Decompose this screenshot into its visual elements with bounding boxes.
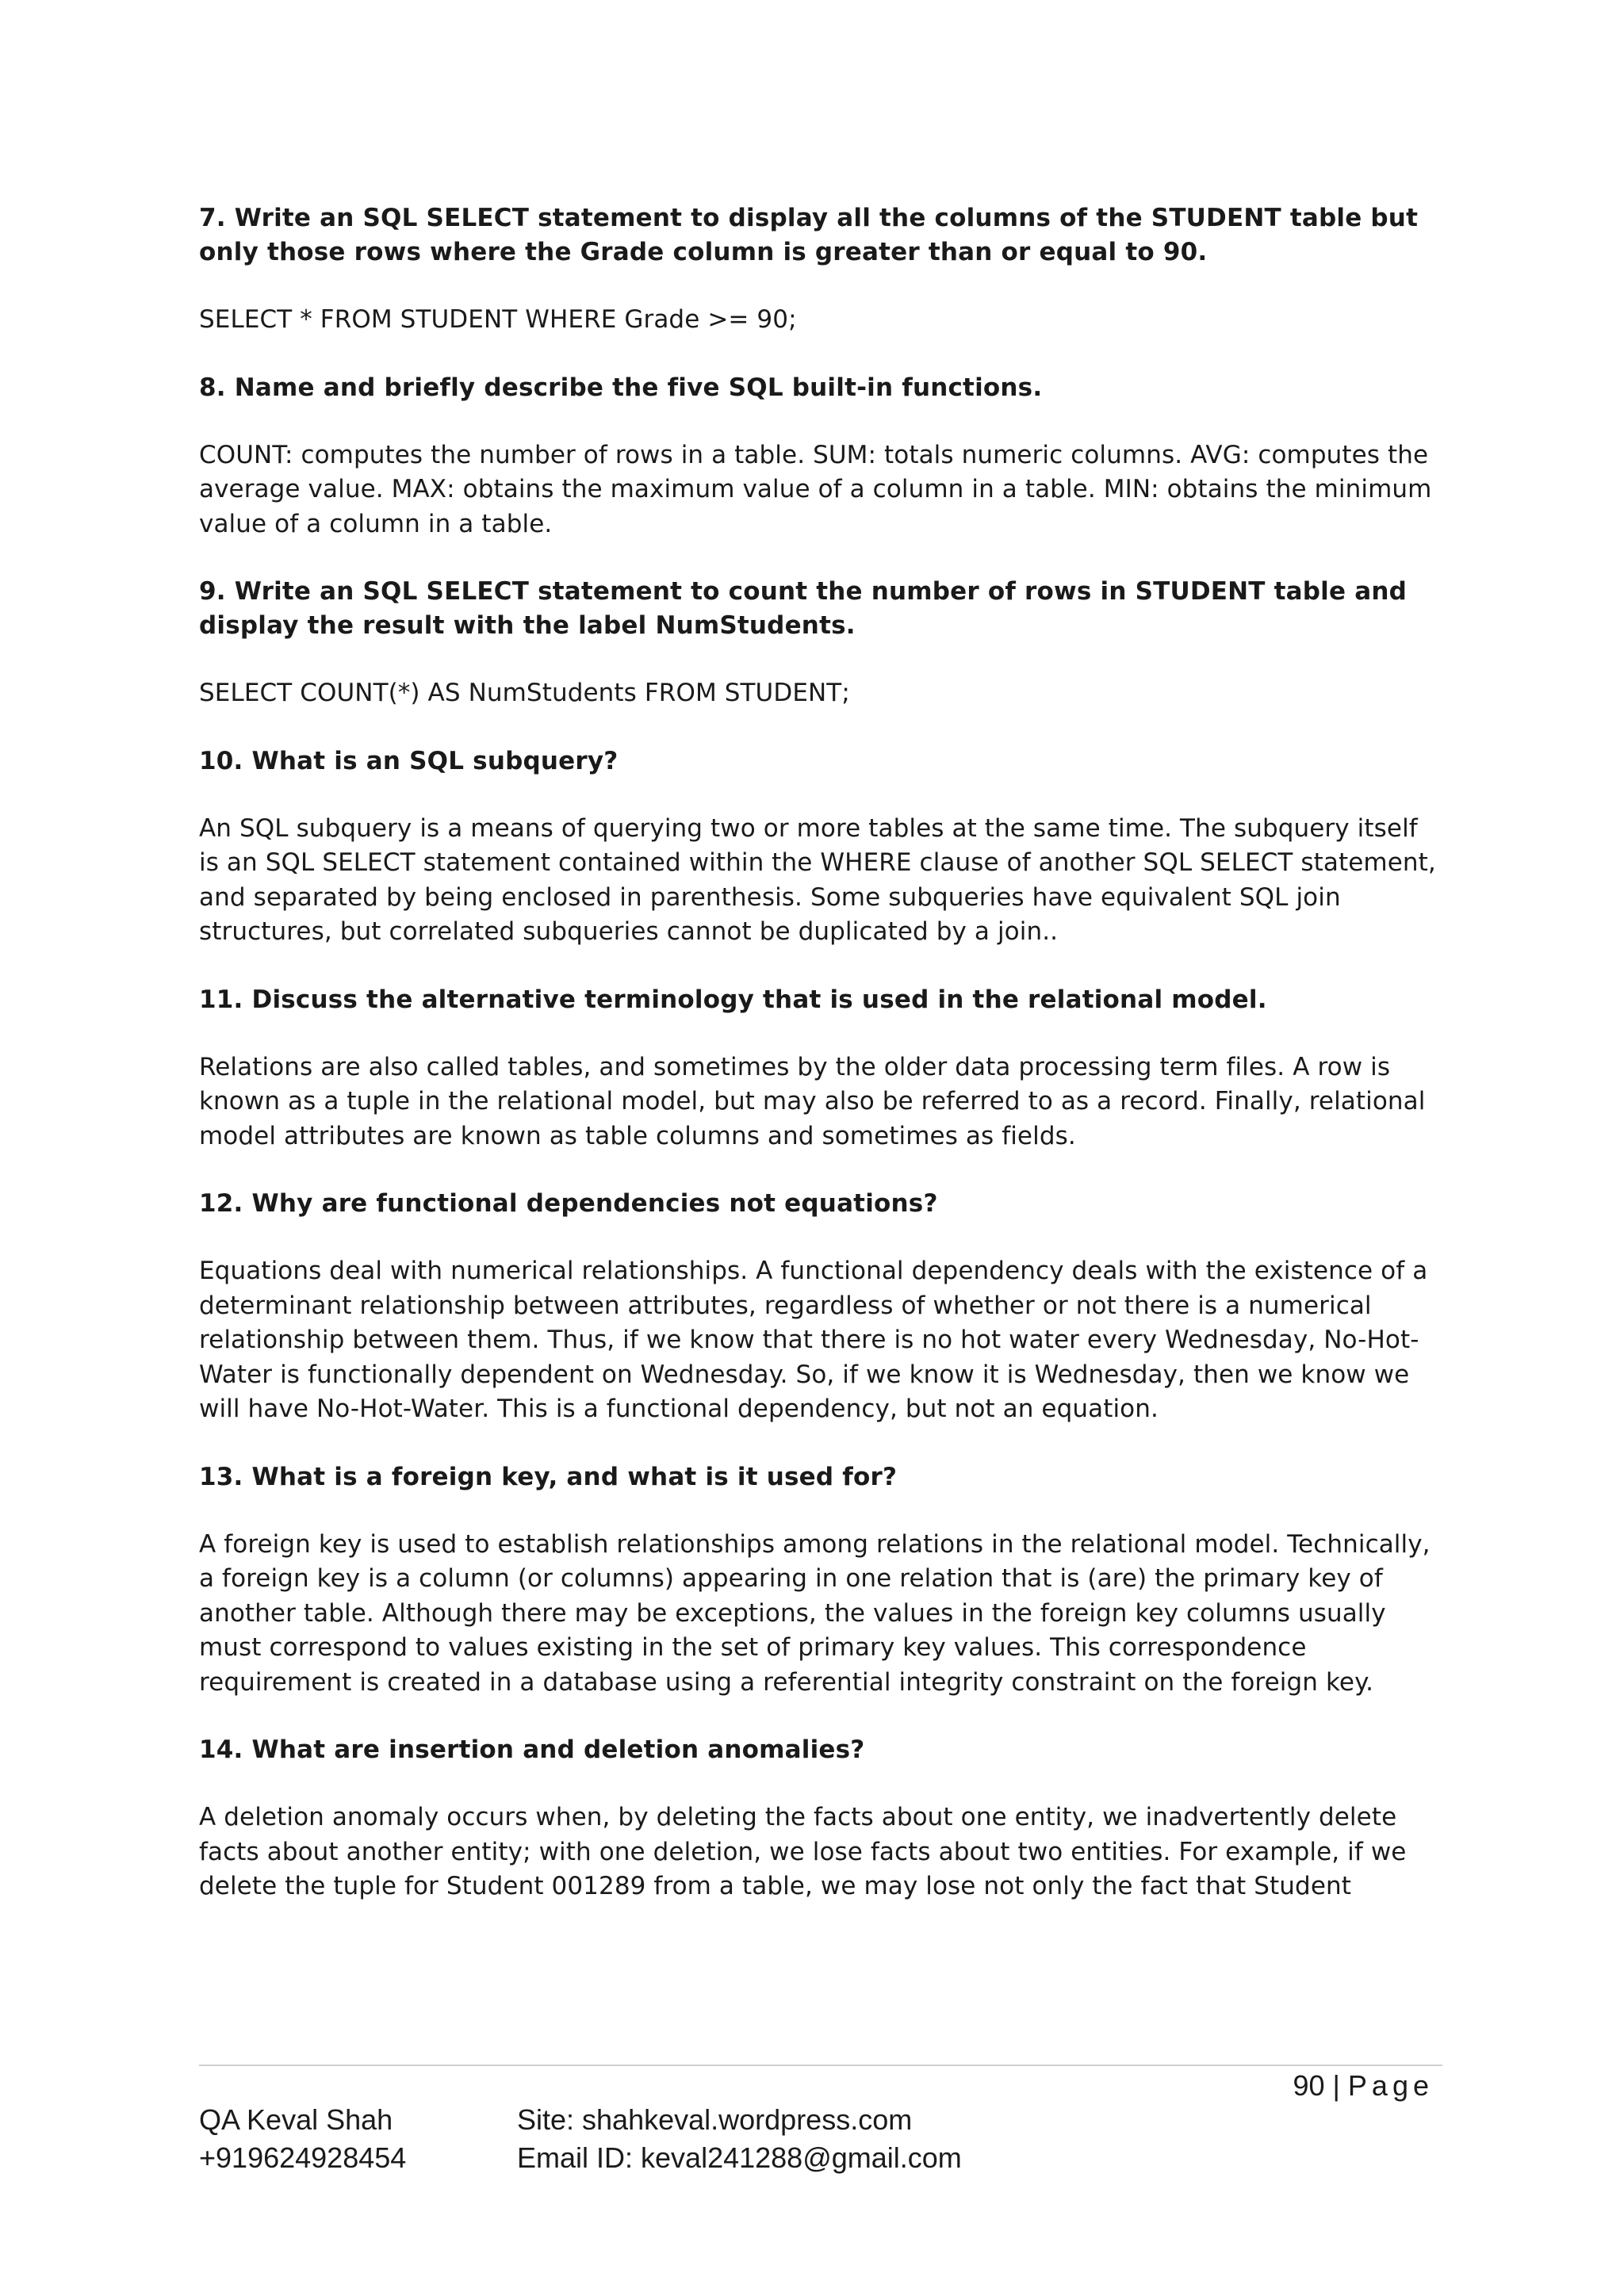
answer-12: Equations deal with numerical relationships. A functional dependency deals with the existence of a determinant relationship between attributes, regardless of whether or not there is a numerical relationship between them. Thus, if we know that there is no hot water every Wednesday, No-Hot-Water is functionally dependent on Wednesday. So, if we know it is Wednesday, then we know we will have No-Hot-Water. This is a functional dependency, but not an equation.: [199, 1257, 1428, 1423]
author-phone: +919624928454: [199, 2141, 407, 2174]
question-8: 8. Name and briefly describe the five SQL built-in functions.: [199, 373, 1043, 402]
answer-8: COUNT: computes the number of rows in a table. SUM: totals numeric columns. AVG: computes the average value. MAX: obtains the maximum value of a column in a table. MIN: obtains the minimum value of a column in a table.: [199, 440, 1432, 538]
question-12: 12. Why are functional dependencies not equations?: [199, 1189, 938, 1218]
question-10: 10. What is an SQL subquery?: [199, 746, 619, 775]
question-14: 14. What are insertion and deletion anomalies?: [199, 1735, 865, 1764]
answer-13: A foreign key is used to establish relationships among relations in the relational model. Technically, a foreign key is a column (or columns) appearing in one relation that is (are) the primary key of another table. Although there may be exceptions, the values in the foreign key columns usually must correspond to values existing in the set of primary key values. This correspondence requirement is created in a database using a referential integrity constraint on the foreign key.: [199, 1529, 1431, 1697]
answer-9: SELECT COUNT(*) AS NumStudents FROM STUDENT;: [199, 679, 850, 707]
footer-divider: [199, 2064, 1442, 2066]
site-link: Site: shahkeval.wordpress.com: [517, 2103, 913, 2136]
question-7: 7. Write an SQL SELECT statement to display all the columns of the STUDENT table but only those rows where the Grade column is greater than or equal to 90.: [199, 204, 1419, 266]
page-label: Page: [1347, 2069, 1434, 2102]
answer-14: A deletion anomaly occurs when, by deleting the facts about one entity, we inadvertently delete facts about another entity; with one deletion, we lose facts about two entities. For example, if we delete the tuple for Student 001289 from a table, we may lose not only the fact that Student: [199, 1803, 1407, 1900]
answer-10: An SQL subquery is a means of querying two or more tables at the same time. The subquery itself is an SQL SELECT statement contained within the WHERE clause of another SQL SELECT statement, and separated by being enclosed in parenthesis. Some subqueries have equivalent SQL join structures, but correlated subqueries cannot be duplicated by a join..: [199, 813, 1436, 946]
answer-7: SELECT * FROM STUDENT WHERE Grade >= 90;: [199, 305, 797, 334]
answer-11: Relations are also called tables, and sometimes by the older data processing term files. A row is known as a tuple in the relational model, but may also be referred to as a record. Finally, relational model attributes are known as table columns and sometimes as fields.: [199, 1052, 1426, 1150]
question-11: 11. Discuss the alternative terminology that is used in the relational model.: [199, 985, 1267, 1014]
page-number-value: 90: [1293, 2069, 1325, 2102]
page-number: [1293, 2066, 1434, 2106]
email-address: Email ID: keval241288@gmail.com: [517, 2141, 962, 2174]
footer-contact: [517, 2101, 962, 2177]
author-name: QA Keval Shah: [199, 2103, 393, 2136]
question-13: 13. What is a foreign key, and what is it used for?: [199, 1462, 898, 1491]
question-9: 9. Write an SQL SELECT statement to count the number of rows in STUDENT table and display the result with the label NumStudents.: [199, 577, 1407, 640]
page-number-separator: |: [1332, 2069, 1340, 2102]
footer-author: [199, 2101, 406, 2177]
page-body: [199, 201, 1440, 1904]
